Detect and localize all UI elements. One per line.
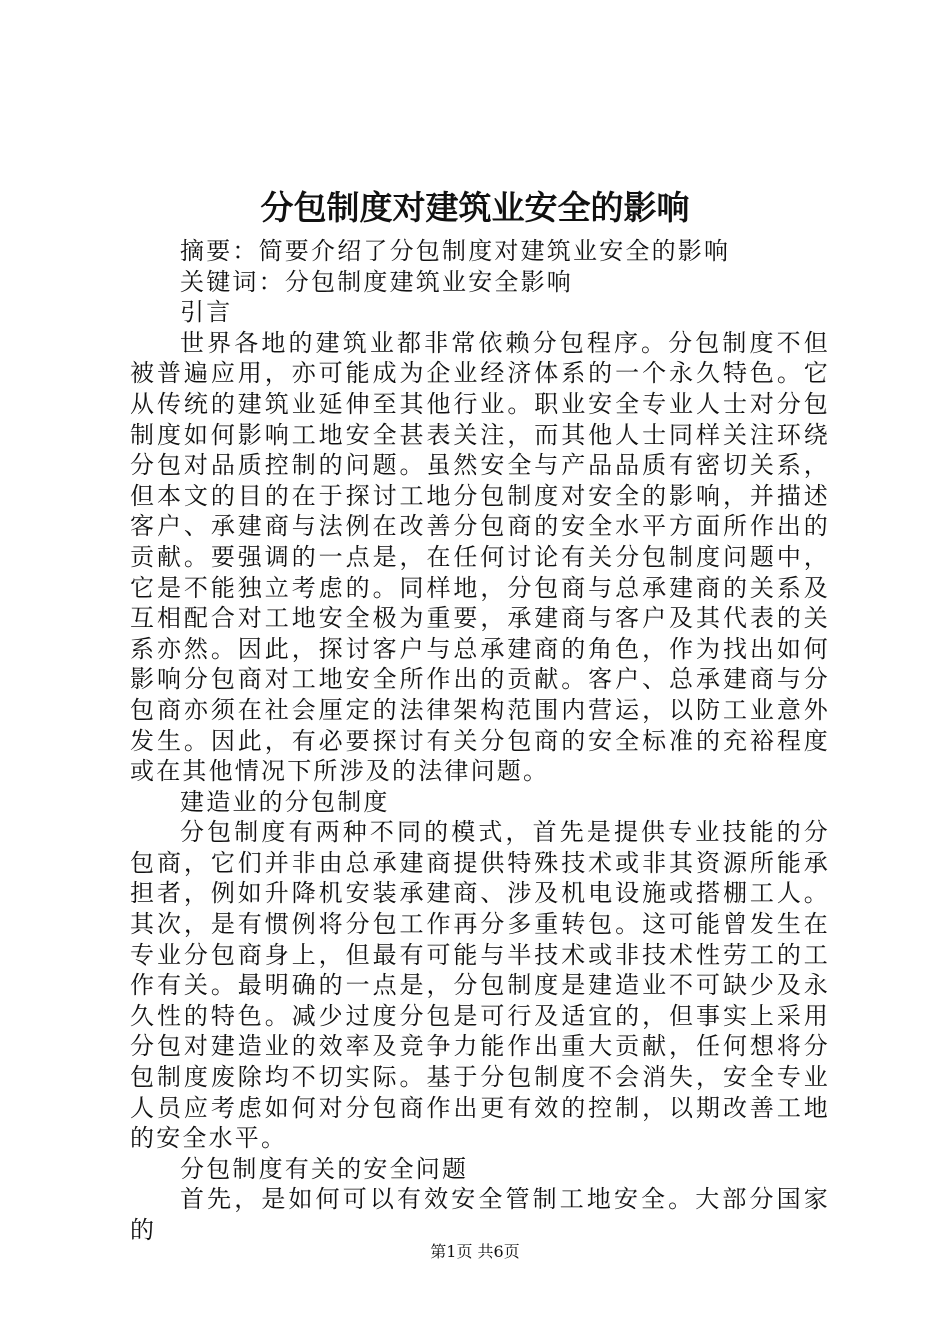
document-body [130,236,830,1246]
body-paragraph: 首先，是如何可以有效安全管制工地安全。大部分国家的 [130,1185,830,1244]
keywords-paragraph: 关键词：分包制度建筑业安全影响 [180,267,573,296]
section-heading-subcontracting: 建造业的分包制度 [180,787,390,816]
section-heading-introduction: 引言 [180,298,233,327]
body-paragraph: 世界各地的建筑业都非常依赖分包程序。分包制度不但被普遍应用，亦可能成为企业经济体系的一个永久特色。它从传统的建筑业延伸至其他行业。职业安全专业人士对分包制度如何影响工地安全甚表关注，而其他人士同样关注环绕分包对品质控制的问题。虽然安全与产品品质有密切关系，但本文的目的在于探讨工地分包制度对安全的影响，并描述客户、承建商与法例在改善分包商的安全水平方面所作出的贡献。要强调的一点是，在任何讨论有关分包制度问题中，它是不能独立考虑的。同样地，分包商与总承建商的关系及互相配合对工地安全极为重要，承建商与客户及其代表的关系亦然。因此，探讨客户与总承建商的角色，作为找出如何影响分包商对工地安全所作出的贡献。客户、总承建商与分包商亦须在社会厘定的法律架构范围内营运，以防工业意外发生。因此，有必要探讨有关分包商的安全标准的充裕程度或在其他情况下所涉及的法律问题。 [130,328,830,786]
page-number-footer: 第1页 共6页 [430,1242,520,1261]
abstract-paragraph: 摘要：简要介绍了分包制度对建筑业安全的影响 [180,237,731,265]
document-title: 分包制度对建筑业安全的影响 [260,188,690,227]
body-paragraph: 分包制度有两种不同的模式，首先是提供专业技能的分包商，它们并非由总承建商提供特殊技术或非其资源所能承担者，例如升降机安装承建商、涉及机电设施或搭棚工人。其次，是有惯例将分包工作再分多重转包。这可能曾发生在专业分包商身上，但最有可能与半技术或非技术性劳工的工作有关。最明确的一点是，分包制度是建造业不可缺少及永久性的特色。减少过度分包是可行及适宜的，但事实上采用分包对建造业的效率及竞争力能作出重大贡献，任何想将分包制度废除均不切实际。基于分包制度不会消失，安全专业人员应考虑如何对分包商作出更有效的控制，以期改善工地的安全水平。 [130,818,830,1153]
section-heading-safety-issues: 分包制度有关的安全问题 [180,1154,469,1183]
